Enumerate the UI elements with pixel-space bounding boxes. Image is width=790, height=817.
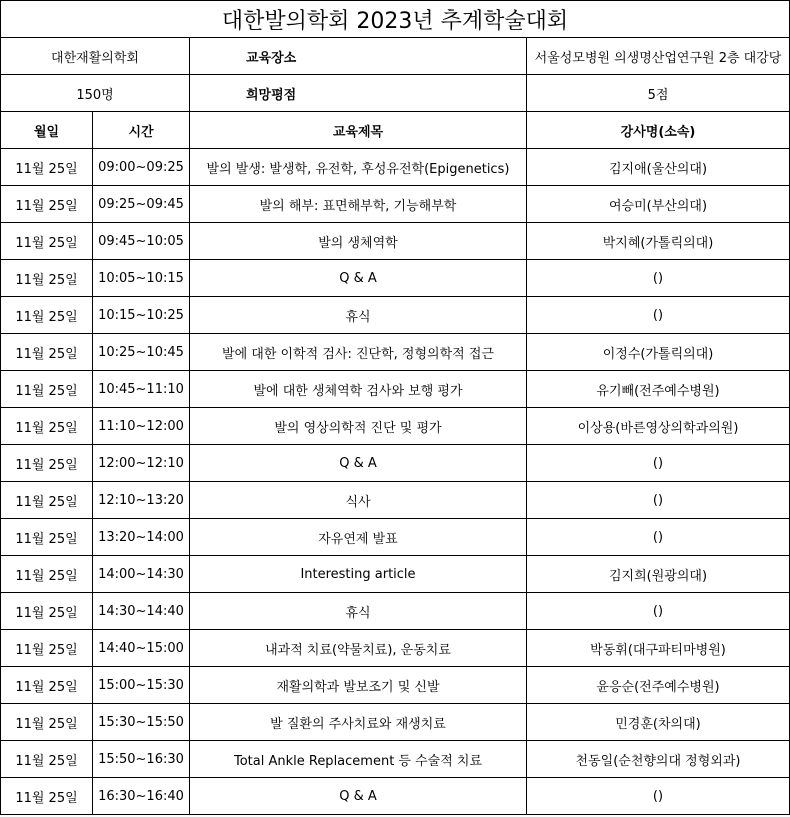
speaker-cell: () <box>527 260 790 297</box>
date-cell: 11월 25일 <box>1 704 93 741</box>
speaker-cell: 여승미(부산의대) <box>527 186 790 223</box>
table-row <box>1 408 790 445</box>
date-cell: 11월 25일 <box>1 519 93 556</box>
topic-cell: 식사 <box>190 482 527 519</box>
speaker-cell: 김지희(원광의대) <box>527 556 790 593</box>
topic-cell: 내과적 치료(약물치료), 운동치료 <box>190 630 527 667</box>
speaker-cell: () <box>527 519 790 556</box>
topic-cell: 자유연제 발표 <box>190 519 527 556</box>
score-value: 5점 <box>527 75 790 112</box>
date-cell: 11월 25일 <box>1 556 93 593</box>
time-cell: 10:45~11:10 <box>93 371 190 408</box>
time-cell: 10:25~10:45 <box>93 334 190 371</box>
speaker-cell: 민경훈(차의대) <box>527 704 790 741</box>
table-row <box>1 741 790 778</box>
score-label: 희망평점 <box>190 75 527 112</box>
date-cell: 11월 25일 <box>1 445 93 482</box>
capacity-cell: 150명 <box>1 75 190 112</box>
topic-cell: 발의 해부: 표면해부학, 기능해부학 <box>190 186 527 223</box>
table-row <box>1 445 790 482</box>
speaker-cell: 이정수(가톨릭의대) <box>527 334 790 371</box>
time-cell: 14:40~15:00 <box>93 630 190 667</box>
time-cell: 09:00~09:25 <box>93 149 190 186</box>
table-row <box>1 704 790 741</box>
time-cell: 16:30~16:40 <box>93 778 190 815</box>
date-cell: 11월 25일 <box>1 778 93 815</box>
date-cell: 11월 25일 <box>1 334 93 371</box>
header-speaker: 강사명(소속) <box>527 112 790 149</box>
topic-cell: 휴식 <box>190 593 527 630</box>
time-cell: 15:30~15:50 <box>93 704 190 741</box>
table-row <box>1 667 790 704</box>
topic-cell: 발에 대한 생체역학 검사와 보행 평가 <box>190 371 527 408</box>
date-cell: 11월 25일 <box>1 630 93 667</box>
table-row <box>1 149 790 186</box>
date-cell: 11월 25일 <box>1 223 93 260</box>
date-cell: 11월 25일 <box>1 593 93 630</box>
topic-cell: 휴식 <box>190 297 527 334</box>
time-cell: 13:20~14:00 <box>93 519 190 556</box>
speaker-cell: () <box>527 778 790 815</box>
venue-value: 서울성모병원 의생명산업연구원 2층 대강당 <box>527 38 790 75</box>
time-cell: 12:10~13:20 <box>93 482 190 519</box>
table-row <box>1 482 790 519</box>
topic-cell: 발에 대한 이학적 검사: 진단학, 정형의학적 접근 <box>190 334 527 371</box>
topic-cell: Interesting article <box>190 556 527 593</box>
time-cell: 15:50~16:30 <box>93 741 190 778</box>
table-row <box>1 630 790 667</box>
speaker-cell: 이상용(바른영상의학과의원) <box>527 408 790 445</box>
table-row <box>1 260 790 297</box>
date-cell: 11월 25일 <box>1 371 93 408</box>
topic-cell: 발의 발생: 발생학, 유전학, 후성유전학(Epigenetics) <box>190 149 527 186</box>
date-cell: 11월 25일 <box>1 741 93 778</box>
header-date: 월일 <box>1 112 93 149</box>
venue-label: 교육장소 <box>190 38 527 75</box>
table-row <box>1 778 790 815</box>
date-cell: 11월 25일 <box>1 260 93 297</box>
table-row <box>1 297 790 334</box>
table-row <box>1 593 790 630</box>
table-row <box>1 334 790 371</box>
topic-cell: Q & A <box>190 778 527 815</box>
speaker-cell: () <box>527 593 790 630</box>
speaker-cell: 박동휘(대구파티마병원) <box>527 630 790 667</box>
topic-cell: Q & A <box>190 260 527 297</box>
table-row <box>1 556 790 593</box>
time-cell: 14:00~14:30 <box>93 556 190 593</box>
date-cell: 11월 25일 <box>1 186 93 223</box>
table-row <box>1 186 790 223</box>
date-cell: 11월 25일 <box>1 408 93 445</box>
info-row-venue <box>1 38 790 75</box>
date-cell: 11월 25일 <box>1 482 93 519</box>
time-cell: 10:15~10:25 <box>93 297 190 334</box>
header-topic: 교육제목 <box>190 112 527 149</box>
title-row <box>1 1 790 38</box>
speaker-cell: 유기빼(전주예수병원) <box>527 371 790 408</box>
table-row <box>1 223 790 260</box>
speaker-cell: 김지애(울산의대) <box>527 149 790 186</box>
time-cell: 15:00~15:30 <box>93 667 190 704</box>
date-cell: 11월 25일 <box>1 297 93 334</box>
topic-cell: 발의 영상의학적 진단 및 평가 <box>190 408 527 445</box>
page-title: 대한발의학회 2023년 추계학술대회 <box>1 1 790 38</box>
topic-cell: 재활의학과 발보조기 및 신발 <box>190 667 527 704</box>
host-cell: 대한재활의학회 <box>1 38 190 75</box>
time-cell: 12:00~12:10 <box>93 445 190 482</box>
header-row <box>1 112 790 149</box>
speaker-cell: () <box>527 482 790 519</box>
topic-cell: Q & A <box>190 445 527 482</box>
speaker-cell: () <box>527 445 790 482</box>
table-row <box>1 519 790 556</box>
topic-cell: Total Ankle Replacement 등 수술적 치료 <box>190 741 527 778</box>
time-cell: 09:45~10:05 <box>93 223 190 260</box>
time-cell: 10:05~10:15 <box>93 260 190 297</box>
speaker-cell: 윤응순(전주예수병원) <box>527 667 790 704</box>
time-cell: 09:25~09:45 <box>93 186 190 223</box>
speaker-cell: 천동일(순천향의대 정형외과) <box>527 741 790 778</box>
topic-cell: 발의 생체역학 <box>190 223 527 260</box>
time-cell: 11:10~12:00 <box>93 408 190 445</box>
time-cell: 14:30~14:40 <box>93 593 190 630</box>
topic-cell: 발 질환의 주사치료와 재생치료 <box>190 704 527 741</box>
table-row <box>1 371 790 408</box>
date-cell: 11월 25일 <box>1 667 93 704</box>
info-row-score <box>1 75 790 112</box>
date-cell: 11월 25일 <box>1 149 93 186</box>
header-time: 시간 <box>93 112 190 149</box>
speaker-cell: () <box>527 297 790 334</box>
speaker-cell: 박지혜(가톨릭의대) <box>527 223 790 260</box>
